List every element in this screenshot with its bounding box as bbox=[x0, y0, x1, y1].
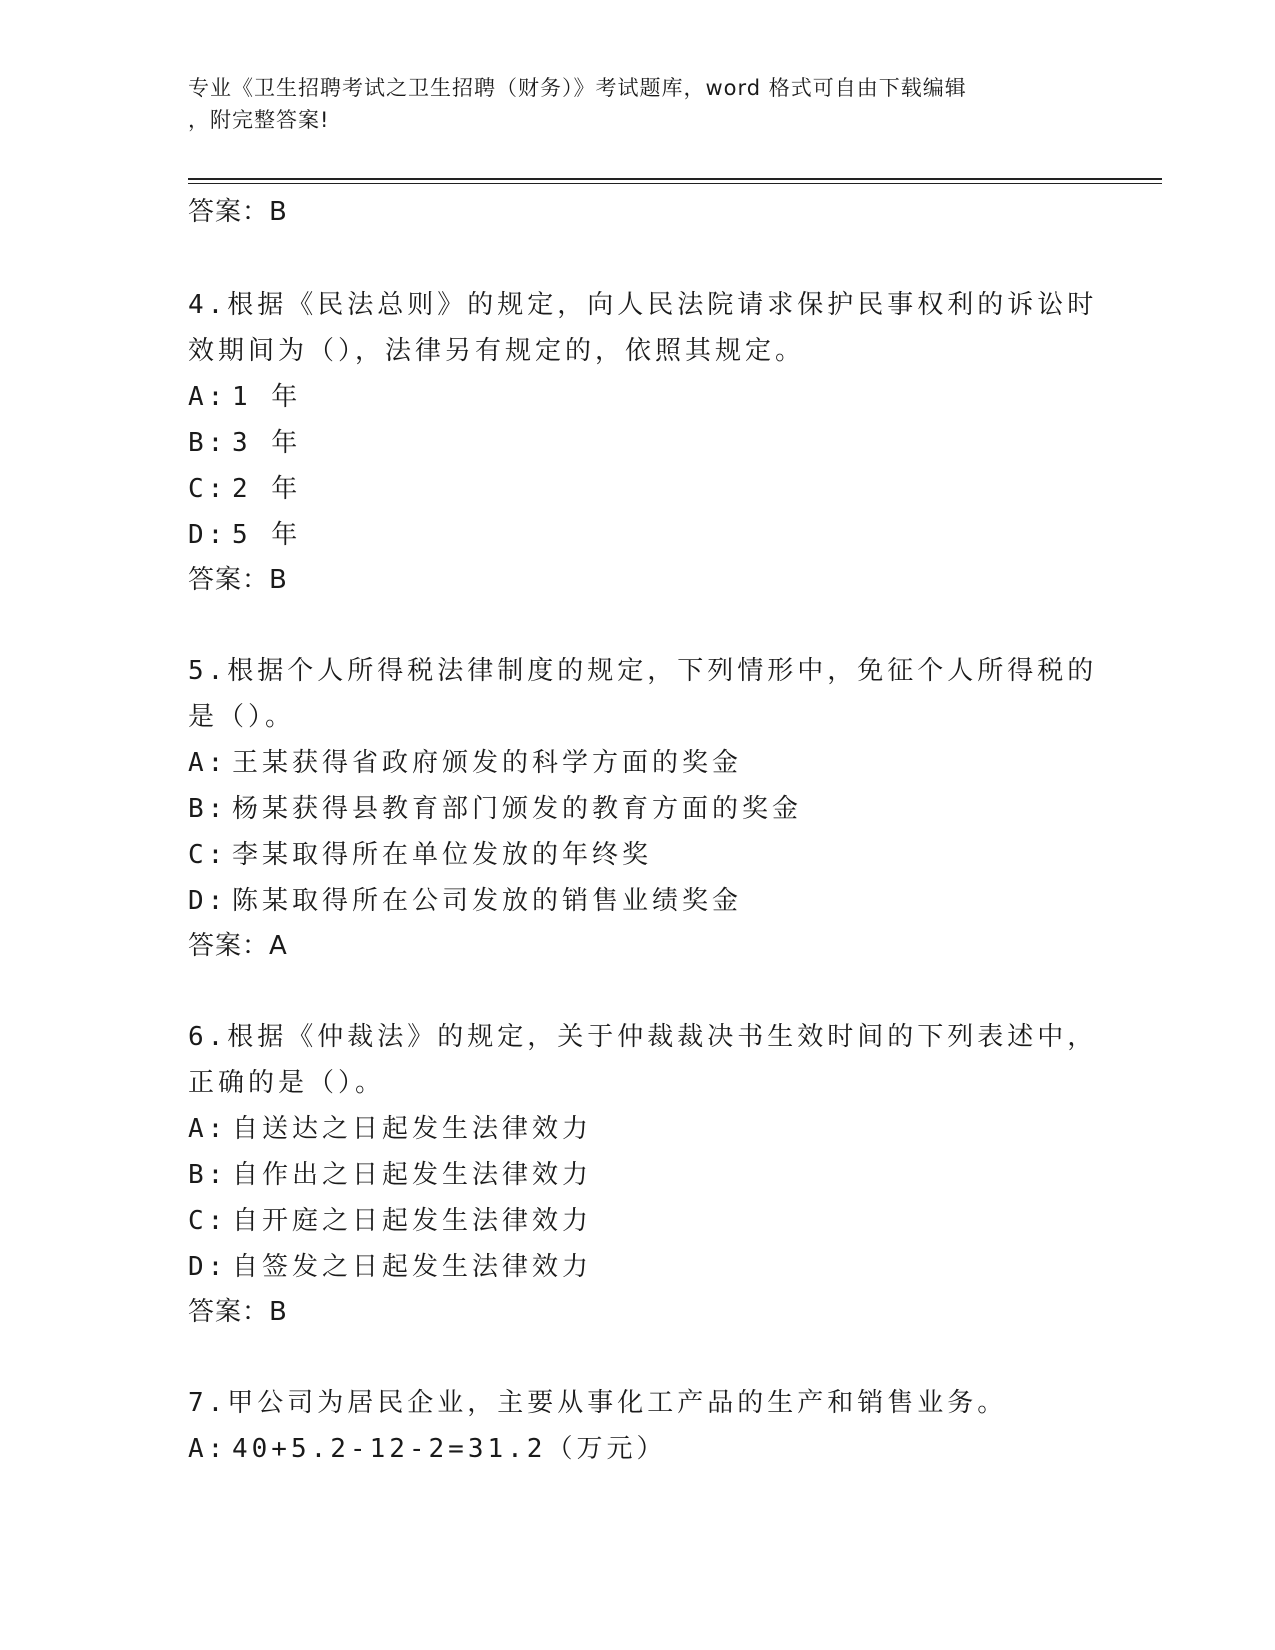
option-key: D: bbox=[188, 520, 228, 550]
option-b bbox=[188, 420, 1128, 466]
option-text: 陈某取得所在公司发放的销售业绩奖金 bbox=[232, 886, 743, 916]
question-text-line: 7.甲公司为居民企业，主要从事化工产品的生产和销售业务。 bbox=[188, 1388, 1008, 1418]
option-key: A: bbox=[188, 1434, 228, 1464]
option-text: 自签发之日起发生法律效力 bbox=[232, 1252, 593, 1282]
answer-line: 答案：B bbox=[188, 1297, 288, 1327]
question-text-line: 是（）。 bbox=[188, 702, 296, 732]
question-4 bbox=[188, 282, 1128, 602]
question-text-line: 6.根据《仲裁法》的规定，关于仲裁裁决书生效时间的下列表述中， bbox=[188, 1022, 1098, 1052]
option-text: 李某取得所在单位发放的年终奖 bbox=[232, 840, 653, 870]
option-d bbox=[188, 1244, 1128, 1290]
option-c bbox=[188, 466, 1128, 512]
header-line-2: ，附完整答案! bbox=[188, 108, 330, 132]
option-key: D: bbox=[188, 1252, 228, 1282]
option-text: 1 年 bbox=[232, 382, 302, 412]
question-text bbox=[188, 1380, 1128, 1426]
question-6 bbox=[188, 1014, 1128, 1334]
option-key: D: bbox=[188, 886, 228, 916]
option-c bbox=[188, 1198, 1128, 1244]
option-d bbox=[188, 878, 1128, 924]
question-text bbox=[188, 282, 1128, 374]
option-key: C: bbox=[188, 1206, 228, 1236]
question-text-line: 4.根据《民法总则》的规定，向人民法院请求保护民事权利的诉讼时 bbox=[188, 290, 1098, 320]
question-5 bbox=[188, 648, 1128, 968]
header-line-1: 专业《卫生招聘考试之卫生招聘（财务）》考试题库，word 格式可自由下载编辑 bbox=[188, 76, 967, 100]
option-text: 5 年 bbox=[232, 520, 302, 550]
header-divider-thin bbox=[188, 183, 1162, 184]
question-text-line: 正确的是（）。 bbox=[188, 1068, 386, 1098]
option-a bbox=[188, 1106, 1128, 1152]
question-7 bbox=[188, 1380, 1128, 1472]
option-text: 2 年 bbox=[232, 474, 302, 504]
answer-line: 答案：B bbox=[188, 565, 288, 595]
question-text bbox=[188, 1014, 1128, 1106]
option-key: B: bbox=[188, 794, 228, 824]
option-a bbox=[188, 1426, 1128, 1472]
answer-line: 答案：A bbox=[188, 931, 288, 961]
answer-line: 答案：B bbox=[188, 197, 288, 227]
header-divider-thick bbox=[188, 178, 1162, 180]
option-text: 自送达之日起发生法律效力 bbox=[232, 1114, 593, 1144]
option-d bbox=[188, 512, 1128, 558]
option-c bbox=[188, 832, 1128, 878]
option-text: 40+5.2-12-2=31.2（万元） bbox=[232, 1434, 667, 1464]
option-text: 3 年 bbox=[232, 428, 302, 458]
question-text bbox=[188, 648, 1128, 740]
option-b bbox=[188, 786, 1128, 832]
document-header bbox=[188, 72, 1088, 136]
question-text-line: 效期间为（），法律另有规定的，依照其规定。 bbox=[188, 336, 806, 366]
option-key: B: bbox=[188, 1160, 228, 1190]
option-text: 自作出之日起发生法律效力 bbox=[232, 1160, 593, 1190]
option-text: 杨某获得县教育部门颁发的教育方面的奖金 bbox=[232, 794, 803, 824]
option-key: A: bbox=[188, 1114, 228, 1144]
option-key: A: bbox=[188, 382, 228, 412]
option-key: B: bbox=[188, 428, 228, 458]
option-text: 自开庭之日起发生法律效力 bbox=[232, 1206, 593, 1236]
question-text-line: 5.根据个人所得税法律制度的规定，下列情形中，免征个人所得税的 bbox=[188, 656, 1098, 686]
option-a bbox=[188, 740, 1128, 786]
option-a bbox=[188, 374, 1128, 420]
option-text: 王某获得省政府颁发的科学方面的奖金 bbox=[232, 748, 743, 778]
option-b bbox=[188, 1152, 1128, 1198]
option-key: A: bbox=[188, 748, 228, 778]
option-key: C: bbox=[188, 474, 228, 504]
option-key: C: bbox=[188, 840, 228, 870]
document-body bbox=[188, 190, 1128, 1472]
